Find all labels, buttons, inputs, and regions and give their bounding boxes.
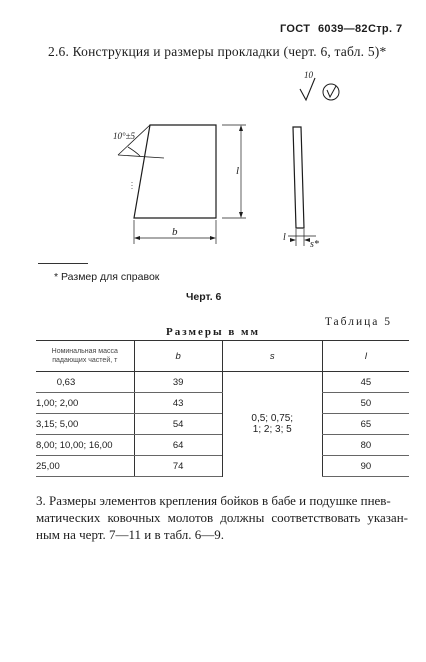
header-page-number: 7 [396,23,403,35]
table-title: Размеры в мм [166,326,260,338]
dim-b-label: b [172,226,178,238]
footnote: * Размер для справок [54,271,160,283]
cell-mass: 1,00; 2,00 [36,393,134,414]
header-number: 6039—82 [318,23,368,35]
paragraph-line: 3. Размеры элементов крепления бойков в бабе и подушке пнев- [36,493,391,508]
figure-caption: Черт. 6 [186,291,222,303]
technical-drawing [0,0,426,262]
th-mass: Номинальная масса падающих частей, т [36,341,134,372]
side-l-label: l [283,232,286,243]
cell-b: 39 [134,372,222,393]
angle-label: 10°±5 [113,131,136,141]
table-header-row [36,341,409,372]
cell-b: 43 [134,393,222,414]
cell-mass: 8,00; 10,00; 16,00 [36,435,134,456]
cell-b: 74 [134,456,222,477]
roughness-value: 10 [304,70,313,80]
footnote-rule [38,263,88,264]
cell-mass: 25,00 [36,456,134,477]
cell-l: 90 [322,456,409,477]
section-heading: 2.6. Конструкция и размеры прокладки (черт. 6, табл. 5)* [48,44,387,59]
paragraph-line: матических ковочных молотов должны соответствовать указан- [36,510,408,525]
th-b: b [134,341,222,372]
table-row [36,372,409,393]
dimensions-table [36,340,409,477]
th-l: l [322,341,409,372]
cell-l: 50 [322,393,409,414]
cell-l: 65 [322,414,409,435]
plate-front-view [134,125,216,218]
cell-mass: 3,15; 5,00 [36,414,134,435]
body-paragraph [36,492,408,543]
cell-mass: 0,63 [36,372,134,393]
dim-l-label: l [236,165,240,177]
cell-b: 54 [134,414,222,435]
plate-side-view [293,127,304,228]
cell-l: 45 [322,372,409,393]
dim-s-label: s* [310,239,319,250]
th-s: s [222,341,322,372]
table-label: Таблица 5 [324,316,392,328]
header-standard: ГОСТ [280,23,311,35]
cell-s: 0,5; 0,75; 1; 2; 3; 5 [222,372,322,477]
header-page-label: Стр. [368,23,393,35]
paragraph-line: ным на черт. 7—11 и в табл. 6—9. [36,527,224,542]
cell-b: 64 [134,435,222,456]
cell-l: 80 [322,435,409,456]
